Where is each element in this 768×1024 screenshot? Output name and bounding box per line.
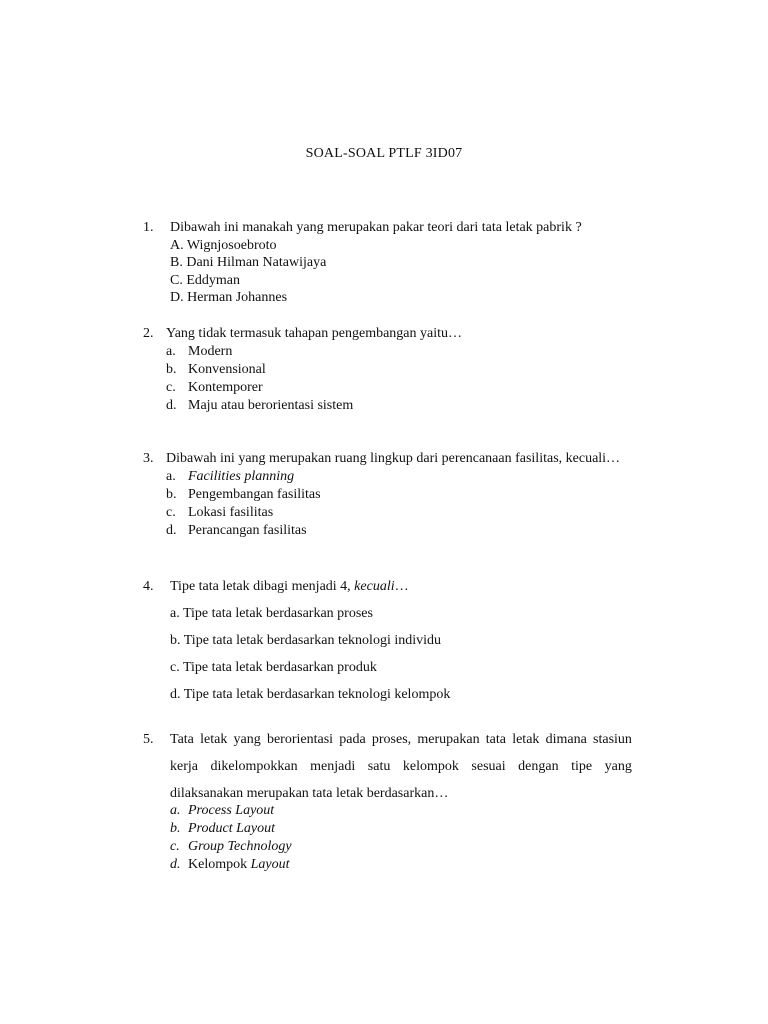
option-c: c. Tipe tata letak berdasarkan produk [170,660,377,675]
option-d: d. Tipe tata letak berdasarkan teknologi kelompok [170,687,451,702]
option-c-label: c. [166,505,176,520]
option-a-label: a. [170,803,181,818]
option-c: Kontemporer [188,380,263,395]
question-text-line-2 [170,758,632,776]
question-text-main: Tipe tata letak dibagi menjadi 4, [170,579,355,594]
option-a: a. Tipe tata letak berdasarkan proses [170,606,373,621]
justified-line [170,759,632,774]
page-title: SOAL-SOAL PTLF 3ID07 [305,146,463,161]
option-b-label: b. [166,487,177,502]
word: merupakan [417,732,480,747]
question-text: Dibawah ini manakah yang merupakan pakar teori dari tata letak pabrik ? [170,220,582,235]
question-text-end: … [394,579,409,594]
question-number: 2. [143,326,154,341]
option-d-main: Kelompok [188,857,251,872]
option-d [188,856,290,874]
option-d-emphasis: Layout [250,857,290,872]
word: yang [233,732,261,747]
option-b: b. Tipe tata letak berdasarkan teknologi individu [170,633,442,648]
question-text-emphasis: kecuali [354,579,395,594]
option-c: C. Eddyman [170,273,240,288]
word: satu [367,759,391,774]
option-d-label: d. [166,523,177,538]
option-b: Konvensional [188,362,266,377]
option-b: Pengembangan fasilitas [188,487,321,502]
question-text: Yang tidak termasuk tahapan pengembangan yaitu… [166,326,463,341]
option-c-label: c. [170,839,180,854]
question-text-line-1 [170,731,632,749]
option-a-label: a. [166,469,176,484]
word: pada [339,732,366,747]
word: letak [512,732,540,747]
option-a-label: a. [166,344,176,359]
question-number: 5. [143,732,154,747]
word: Tata [170,732,194,747]
option-a: Facilities planning [188,469,295,484]
question-number: 4. [143,579,154,594]
word: kerja [170,759,198,774]
option-c-label: c. [166,380,176,395]
word: dimana [545,732,587,747]
option-b: Product Layout [188,821,275,836]
word: stasiun [593,732,632,747]
word: dikelompokkan [210,759,298,774]
word: letak [200,732,228,747]
word: sesuai [471,759,506,774]
option-a: Process Layout [188,803,275,818]
option-d: D. Herman Johannes [170,290,288,305]
justified-line [170,732,632,747]
word: dengan [518,759,559,774]
question-text: Dibawah ini yang merupakan ruang lingkup dari perencanaan fasilitas, kecuali… [166,451,621,466]
question-number: 1. [143,220,154,235]
option-d-label: d. [170,857,181,872]
option-c: Lokasi fasilitas [188,505,274,520]
word: berorientasi [266,732,334,747]
question-text-line-3: dilaksanakan merupakan tata letak berdasarkan… [170,786,449,801]
option-b-label: b. [166,362,177,377]
word: tata [485,732,506,747]
option-b: B. Dani Hilman Natawijaya [170,255,327,270]
option-d: Maju atau berorientasi sistem [188,398,354,413]
word: kelompok [402,759,459,774]
word: yang [604,759,632,774]
option-b-label: b. [170,821,181,836]
option-a: Modern [188,344,233,359]
word: proses, [371,732,412,747]
question-number: 3. [143,451,154,466]
option-d: Perancangan fasilitas [188,523,307,538]
option-d-label: d. [166,398,177,413]
option-c: Group Technology [188,839,292,854]
question-text [170,578,409,596]
word: menjadi [310,759,356,774]
word: tipe [571,759,593,774]
option-a: A. Wignjosoebroto [170,238,277,253]
